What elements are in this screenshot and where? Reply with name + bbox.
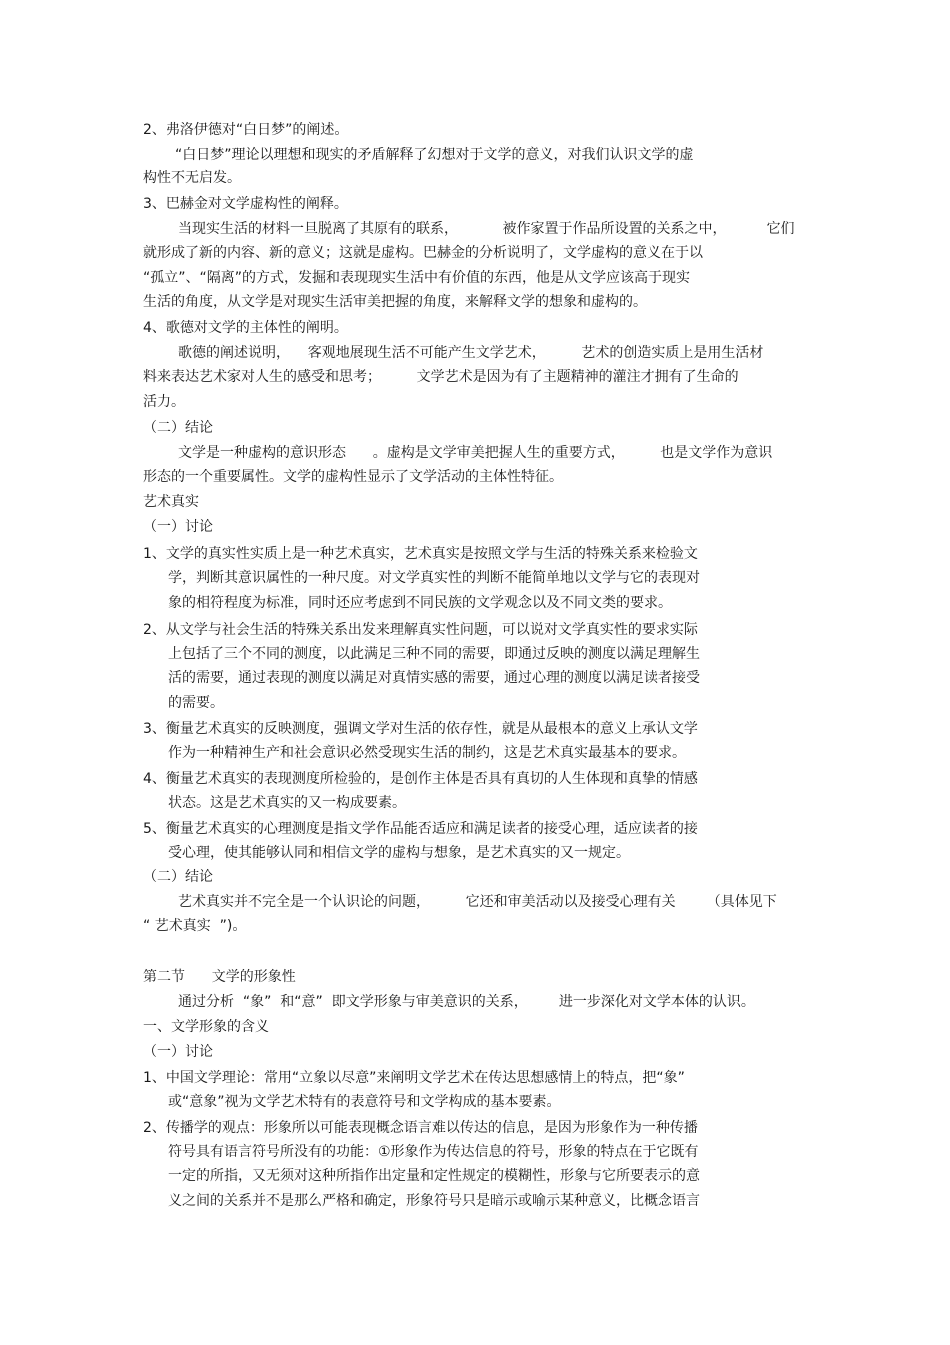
text-line: 5、衡量艺术真实的心理测度是指文学作品能否适应和满足读者的接受心理，适应读者的接 bbox=[143, 821, 698, 837]
text-line: 2、从文学与社会生活的特殊关系出发来理解真实性问题，可以说对文学真实性的要求实际 bbox=[143, 622, 698, 638]
text-line: 符号具有语言符号所没有的功能：①形象作为传达信息的符号，形象的特点在于它既有 bbox=[168, 1144, 699, 1160]
text-line: 构性不无启发。 bbox=[143, 170, 241, 186]
text-line: 歌德的阐述说明， 客观地展现生活不可能产生文学艺术， 艺术的创造实质上是用生活材 bbox=[178, 345, 764, 361]
text-line: 学，判断其意识属性的一种尺度。对文学真实性的判断不能简单地以文学与它的表现对 bbox=[168, 570, 700, 586]
section-heading: （一）讨论 bbox=[143, 519, 213, 535]
text-line: “ 艺术真实 ”)。 bbox=[143, 918, 247, 934]
text-line: 受心理，使其能够认同和相信文学的虚构与想象，是艺术真实的又一规定。 bbox=[168, 845, 630, 861]
text-line: 4、衡量艺术真实的表现测度所检验的，是创作主体是否具有真切的人生体现和真挚的情感 bbox=[143, 771, 698, 787]
text-line: 象的相符程度为标准，同时还应考虑到不同民族的文学观念以及不同文类的要求。 bbox=[168, 595, 672, 611]
section-heading: 一、文学形象的含义 bbox=[143, 1019, 269, 1035]
text-line: 4、歌德对文学的主体性的阐明。 bbox=[143, 320, 348, 336]
text-line: 通过分析 “象” 和“意” 即文学形象与审美意识的关系， 进一步深化对文学本体的认识。 bbox=[178, 994, 755, 1010]
text-line: 3、衡量艺术真实的反映测度，强调文学对生活的依存性，就是从最根本的意义上承认文学 bbox=[143, 721, 698, 737]
text-line: 当现实生活的材料一旦脱离了其原有的联系， 被作家置于作品所设置的关系之中， 它们 bbox=[178, 221, 795, 237]
section-heading: 艺术真实 bbox=[143, 494, 199, 510]
text-line: 生活的角度，从文学是对现实生活审美把握的角度，来解释文学的想象和虚构的。 bbox=[143, 294, 647, 310]
section-heading: （一）讨论 bbox=[143, 1044, 213, 1060]
text-line: “白日梦”理论以理想和现实的矛盾解释了幻想对于文学的意义，对我们认识文学的虚 bbox=[175, 147, 694, 163]
text-line: 活的需要，通过表现的测度以满足对真情实感的需要，通过心理的测度以满足读者接受 bbox=[168, 670, 700, 686]
text-line: 作为一种精神生产和社会意识必然受现实生活的制约，这是艺术真实最基本的要求。 bbox=[168, 745, 686, 761]
section-heading: （二）结论 bbox=[143, 869, 213, 885]
text-line: 1、中国文学理论：常用“立象以尽意”来阐明文学艺术在传达思想感情上的特点，把“象” bbox=[143, 1070, 685, 1086]
text-line: 形态的一个重要属性。文学的虚构性显示了文学活动的主体性特征。 bbox=[143, 469, 563, 485]
section-heading: （二）结论 bbox=[143, 420, 213, 436]
text-line: 2、弗洛伊德对“白日梦”的阐述。 bbox=[143, 122, 349, 138]
text-line: 的需要。 bbox=[168, 695, 224, 711]
text-line: 1、文学的真实性实质上是一种艺术真实，艺术真实是按照文学与生活的特殊关系来检验文 bbox=[143, 546, 698, 562]
text-line: 义之间的关系并不是那么严格和确定，形象符号只是暗示或喻示某种意义，比概念语言 bbox=[168, 1193, 700, 1209]
text-line: 2、传播学的观点：形象所以可能表现概念语言难以传达的信息，是因为形象作为一种传播 bbox=[143, 1120, 698, 1136]
text-line: 料来表达艺术家对人生的感受和思考； 文学艺术是因为有了主题精神的灌注才拥有了生命的 bbox=[143, 369, 739, 385]
text-line: 状态。这是艺术真实的又一构成要素。 bbox=[168, 795, 406, 811]
text-line: 或“意象”视为文学艺术特有的表意符号和文学构成的基本要素。 bbox=[168, 1094, 561, 1110]
text-line: 上包括了三个不同的测度，以此满足三种不同的需要，即通过反映的测度以满足理解生 bbox=[168, 646, 700, 662]
chapter-heading: 第二节 文学的形象性 bbox=[143, 969, 296, 985]
text-line: 就形成了新的内容、新的意义；这就是虚构。巴赫金的分析说明了，文学虚构的意义在于以 bbox=[143, 245, 703, 261]
text-line: 3、巴赫金对文学虚构性的阐释。 bbox=[143, 196, 348, 212]
text-line: 活力。 bbox=[143, 394, 185, 410]
text-line: 艺术真实并不完全是一个认识论的问题， 它还和审美活动以及接受心理有关 （具体见下 bbox=[178, 894, 777, 910]
text-line: “孤立”、“隔离”的方式，发掘和表现现实生活中有价值的东西，他是从文学应该高于现实 bbox=[143, 270, 691, 286]
text-line: 文学是一种虚构的意识形态 。虚构是文学审美把握人生的重要方式， 也是文学作为意识 bbox=[178, 445, 773, 461]
text-line: 一定的所指，又无须对这种所指作出定量和定性规定的模糊性，形象与它所要表示的意 bbox=[168, 1168, 700, 1184]
